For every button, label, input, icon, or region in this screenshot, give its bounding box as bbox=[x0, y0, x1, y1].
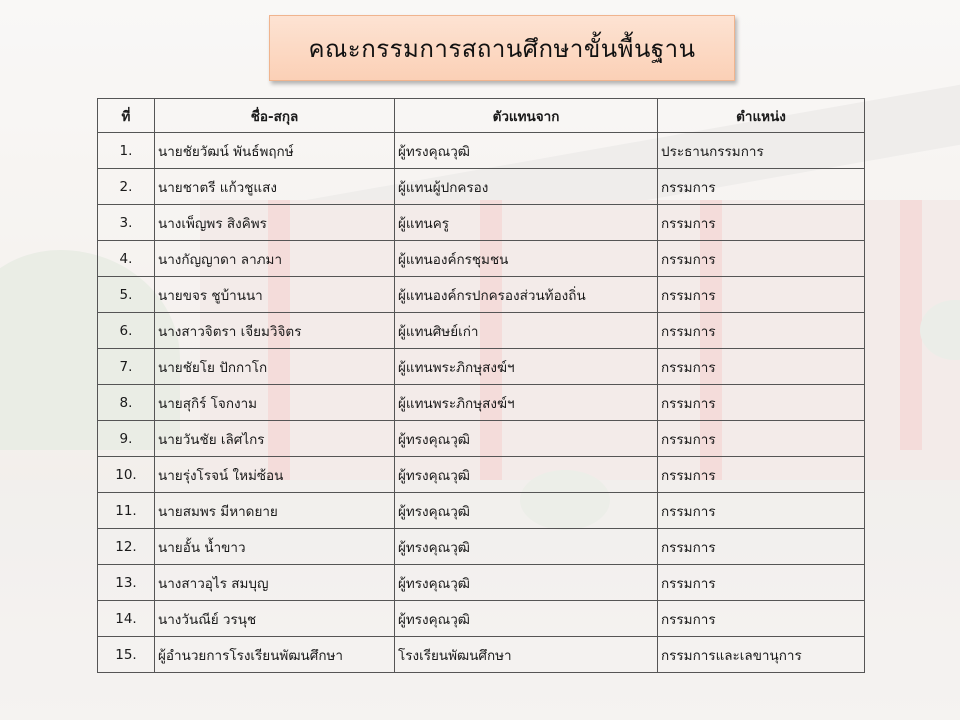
row-number: 9. bbox=[98, 421, 155, 457]
table-row bbox=[98, 637, 865, 673]
represented-group: ผู้ทรงคุณวุฒิ bbox=[395, 529, 658, 565]
table-row bbox=[98, 385, 865, 421]
member-position: ประธานกรรมการ bbox=[658, 133, 865, 169]
table-row bbox=[98, 421, 865, 457]
committee-table bbox=[97, 98, 865, 673]
row-number: 5. bbox=[98, 277, 155, 313]
member-name: นางเพ็ญพร สิงคิพร bbox=[155, 205, 395, 241]
member-name: นางวันณีย์ วรนุช bbox=[155, 601, 395, 637]
represented-group: ผู้ทรงคุณวุฒิ bbox=[395, 493, 658, 529]
member-position: กรรมการ bbox=[658, 313, 865, 349]
represented-group: โรงเรียนพัฒนศึกษา bbox=[395, 637, 658, 673]
represented-group: ผู้แทนศิษย์เก่า bbox=[395, 313, 658, 349]
header-position: ตำแหน่ง bbox=[658, 99, 865, 133]
member-position: กรรมการ bbox=[658, 529, 865, 565]
represented-group: ผู้แทนองค์กรปกครองส่วนท้องถิ่น bbox=[395, 277, 658, 313]
member-position: กรรมการ bbox=[658, 601, 865, 637]
table-row bbox=[98, 457, 865, 493]
represented-group: ผู้แทนครู bbox=[395, 205, 658, 241]
member-position: กรรมการ bbox=[658, 277, 865, 313]
row-number: 8. bbox=[98, 385, 155, 421]
member-name: นายสมพร มีหาดยาย bbox=[155, 493, 395, 529]
row-number: 7. bbox=[98, 349, 155, 385]
row-number: 4. bbox=[98, 241, 155, 277]
member-position: กรรมการ bbox=[658, 205, 865, 241]
represented-group: ผู้ทรงคุณวุฒิ bbox=[395, 133, 658, 169]
table-header-row bbox=[98, 99, 865, 133]
represented-group: ผู้แทนพระภิกษุสงฆ์ฯ bbox=[395, 349, 658, 385]
header-representative: ตัวแทนจาก bbox=[395, 99, 658, 133]
represented-group: ผู้แทนผู้ปกครอง bbox=[395, 169, 658, 205]
title-banner bbox=[269, 15, 735, 81]
member-name: นายชัยโย ปักกาโก bbox=[155, 349, 395, 385]
table-row bbox=[98, 313, 865, 349]
represented-group: ผู้แทนพระภิกษุสงฆ์ฯ bbox=[395, 385, 658, 421]
header-name: ชื่อ-สกุล bbox=[155, 99, 395, 133]
member-position: กรรมการ bbox=[658, 565, 865, 601]
table-row bbox=[98, 169, 865, 205]
table-row bbox=[98, 565, 865, 601]
row-number: 14. bbox=[98, 601, 155, 637]
member-name: นายรุ่งโรจน์ ใหม่ซ้อน bbox=[155, 457, 395, 493]
represented-group: ผู้ทรงคุณวุฒิ bbox=[395, 457, 658, 493]
row-number: 15. bbox=[98, 637, 155, 673]
row-number: 10. bbox=[98, 457, 155, 493]
table-row bbox=[98, 493, 865, 529]
member-name: ผู้อำนวยการโรงเรียนพัฒนศึกษา bbox=[155, 637, 395, 673]
member-name: นายวันชัย เลิศไกร bbox=[155, 421, 395, 457]
table-row bbox=[98, 601, 865, 637]
member-position: กรรมการ bbox=[658, 169, 865, 205]
member-position: กรรมการ bbox=[658, 349, 865, 385]
member-name: นางสาวอุไร สมบุญ bbox=[155, 565, 395, 601]
header-number: ที่ bbox=[98, 99, 155, 133]
member-position: กรรมการและเลขานุการ bbox=[658, 637, 865, 673]
member-name: นายอั้น น้ำขาว bbox=[155, 529, 395, 565]
member-name: นายชาตรี แก้วชูแสง bbox=[155, 169, 395, 205]
page-title: คณะกรรมการสถานศึกษาขั้นพื้นฐาน bbox=[308, 34, 696, 63]
row-number: 11. bbox=[98, 493, 155, 529]
represented-group: ผู้ทรงคุณวุฒิ bbox=[395, 601, 658, 637]
table-row bbox=[98, 241, 865, 277]
table-body bbox=[98, 133, 865, 673]
table-row bbox=[98, 529, 865, 565]
member-position: กรรมการ bbox=[658, 385, 865, 421]
member-position: กรรมการ bbox=[658, 421, 865, 457]
member-name: นายชัยวัฒน์ พันธ์พฤกษ์ bbox=[155, 133, 395, 169]
represented-group: ผู้ทรงคุณวุฒิ bbox=[395, 421, 658, 457]
represented-group: ผู้แทนองค์กรชุมชน bbox=[395, 241, 658, 277]
member-name: นางกัญญาดา ลาภมา bbox=[155, 241, 395, 277]
row-number: 2. bbox=[98, 169, 155, 205]
member-name: นางสาวจิตรา เจียมวิจิตร bbox=[155, 313, 395, 349]
member-name: นายขจร ชูบ้านนา bbox=[155, 277, 395, 313]
represented-group: ผู้ทรงคุณวุฒิ bbox=[395, 565, 658, 601]
table-row bbox=[98, 349, 865, 385]
row-number: 13. bbox=[98, 565, 155, 601]
table-row bbox=[98, 205, 865, 241]
row-number: 12. bbox=[98, 529, 155, 565]
member-position: กรรมการ bbox=[658, 241, 865, 277]
row-number: 6. bbox=[98, 313, 155, 349]
row-number: 3. bbox=[98, 205, 155, 241]
member-name: นายสุกิร์ โจกงาม bbox=[155, 385, 395, 421]
member-position: กรรมการ bbox=[658, 493, 865, 529]
table-row bbox=[98, 277, 865, 313]
member-position: กรรมการ bbox=[658, 457, 865, 493]
row-number: 1. bbox=[98, 133, 155, 169]
table-row bbox=[98, 133, 865, 169]
